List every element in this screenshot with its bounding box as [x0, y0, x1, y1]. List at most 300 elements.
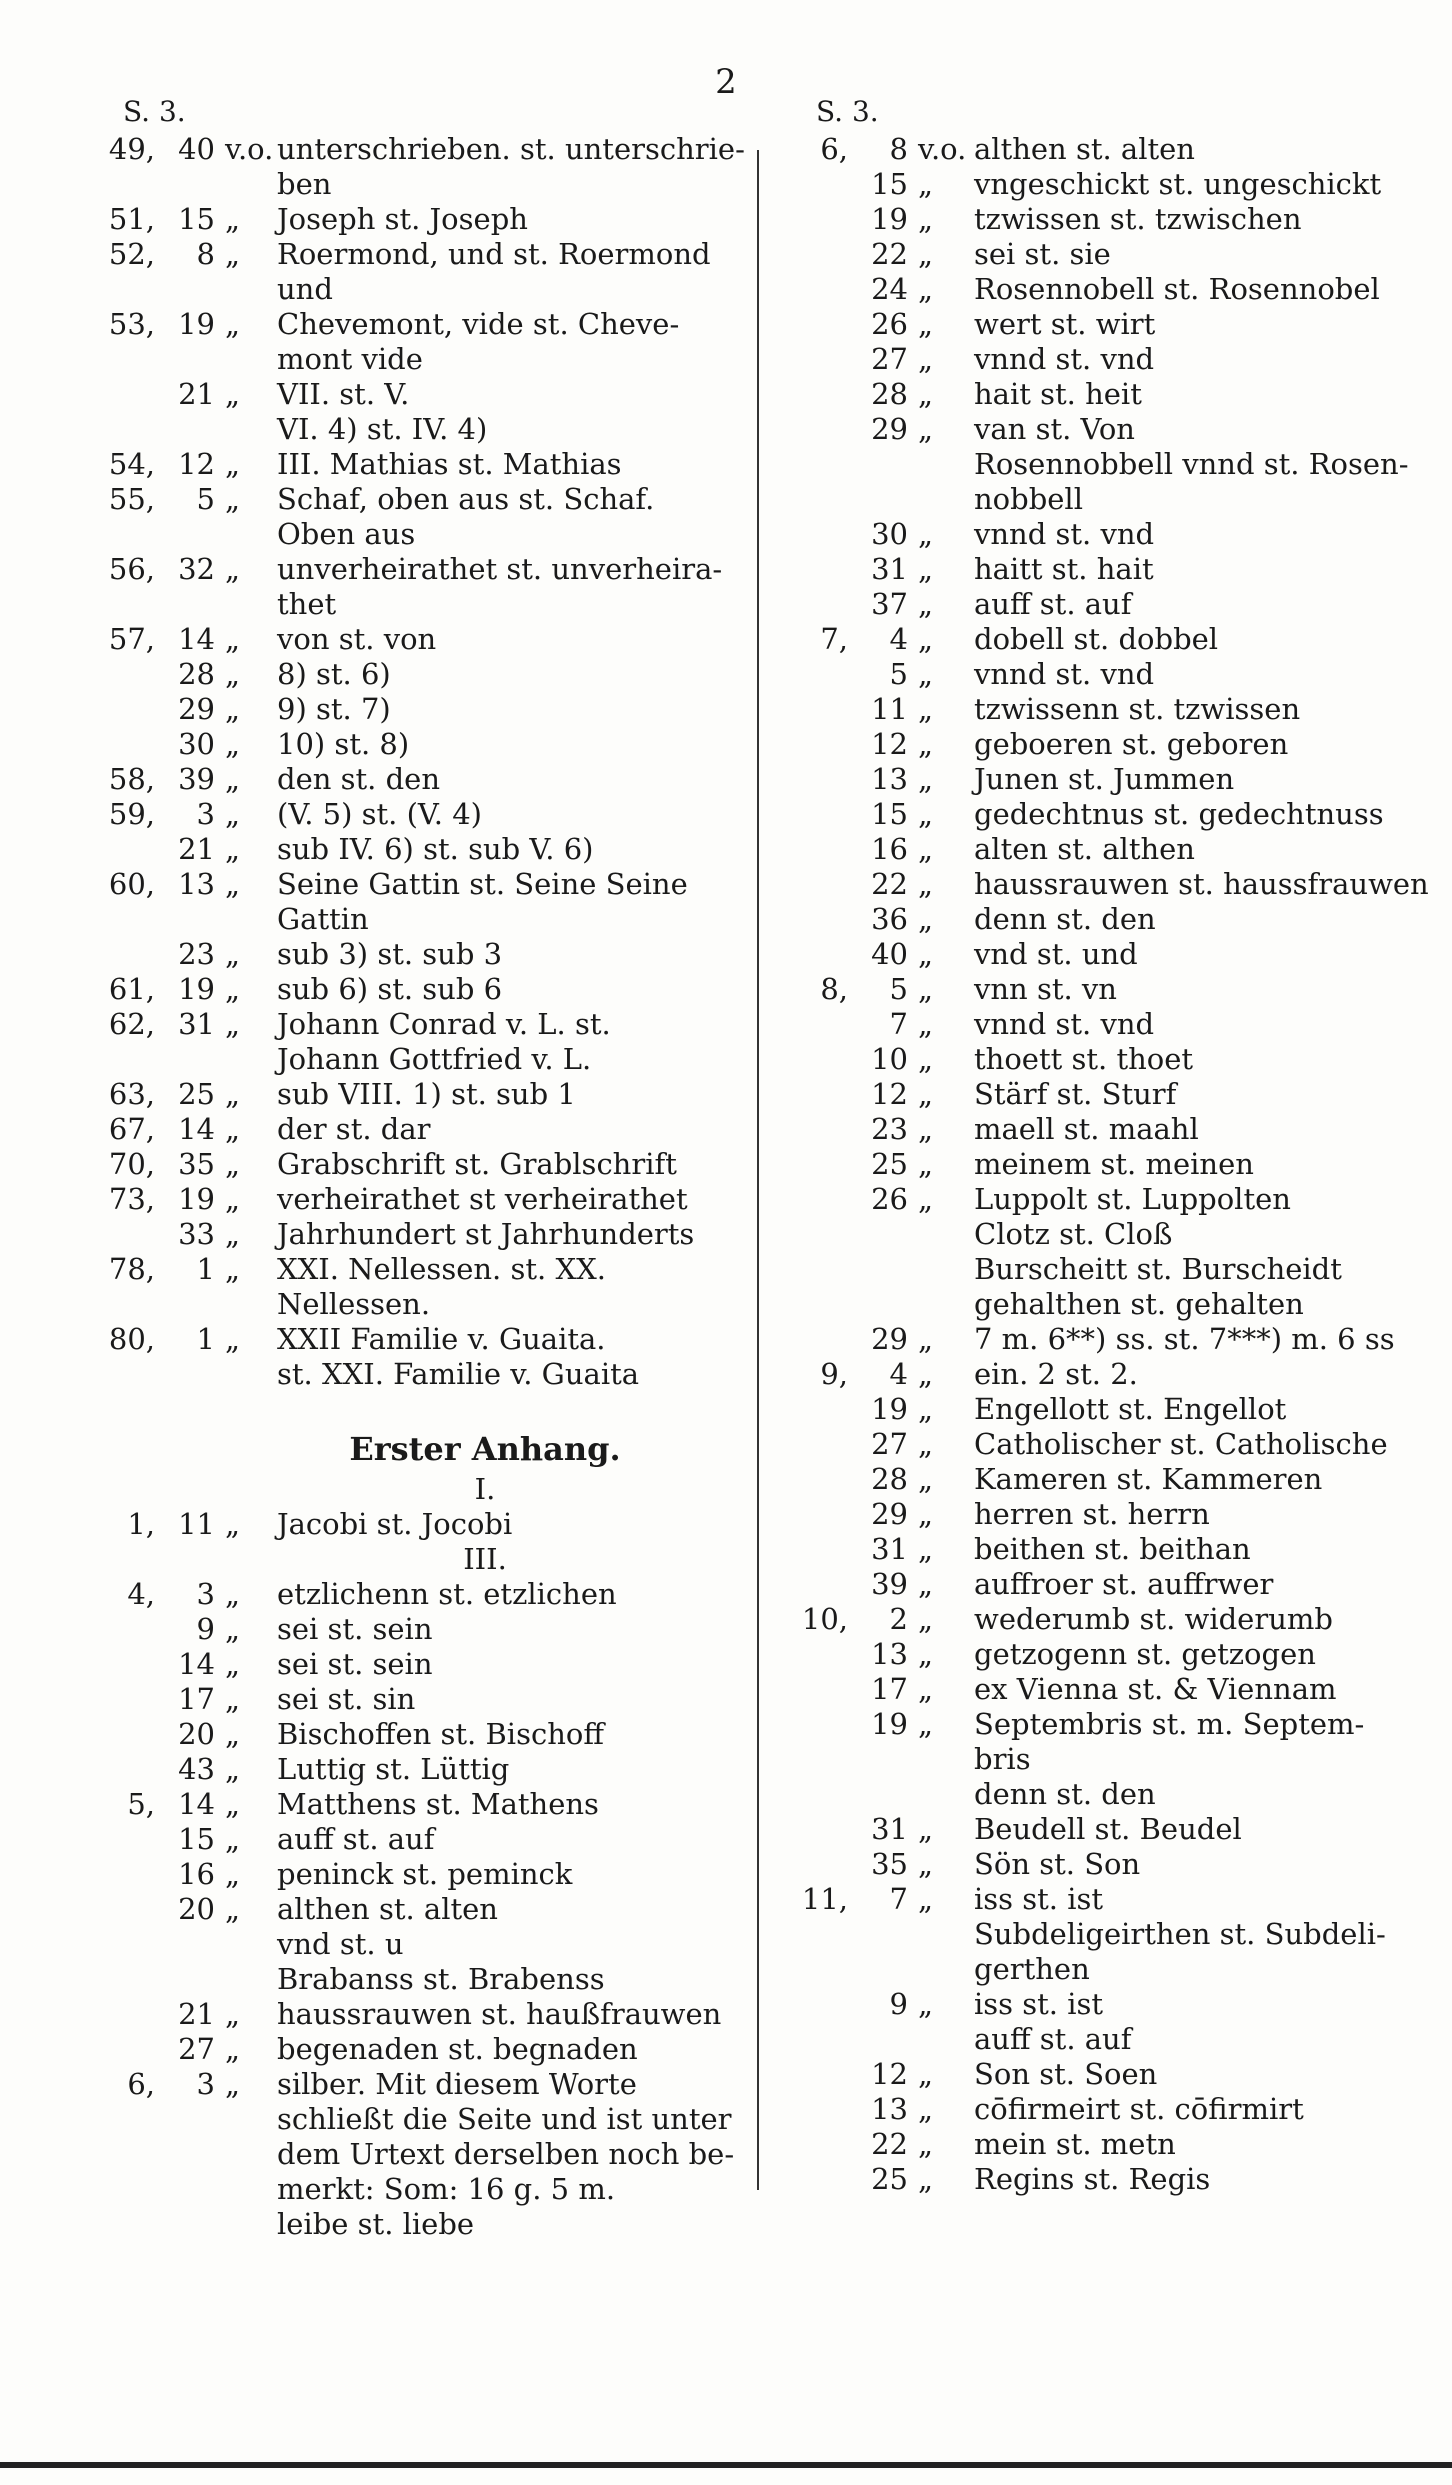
position-marker: „ [225, 1997, 241, 2031]
errata-entry [788, 1252, 1438, 1287]
correction-text: Bischoffen st. Bischoff [277, 1717, 604, 1751]
position-marker [914, 1952, 974, 1987]
errata-entry [95, 972, 755, 1007]
position-marker: „ [918, 1602, 934, 1636]
page-number-ref [95, 412, 159, 447]
correction-text: Burscheitt st. Burscheidt [974, 1252, 1342, 1286]
errata-entry [788, 272, 1438, 307]
correction-text: geboeren st. geboren [974, 727, 1289, 761]
position-marker [221, 1287, 277, 1322]
line-number-ref [852, 1917, 914, 1952]
correction-text: iss st. ist [974, 1882, 1104, 1916]
line-number-ref [159, 412, 221, 447]
page-number-ref [95, 1822, 159, 1857]
page-number-ref [788, 1637, 852, 1672]
page-ref: S. 3. [816, 95, 879, 128]
line-number-ref [159, 1962, 221, 1997]
correction-text: thoett st. thoet [974, 1042, 1194, 1076]
correction-text: Luppolt st. Luppolten [974, 1182, 1291, 1216]
position-marker [221, 517, 277, 552]
errata-entry [788, 902, 1438, 937]
correction-text: gehalthen st. gehalten [974, 1287, 1304, 1321]
errata-entry [95, 797, 755, 832]
errata-entry [95, 1112, 755, 1147]
page-number-ref [95, 2102, 159, 2137]
position-marker: „ [918, 1707, 934, 1741]
position-marker [221, 2102, 277, 2137]
correction-text: sub 6) st. sub 6 [277, 972, 503, 1006]
position-marker: „ [225, 657, 241, 691]
line-number-ref: 12 [871, 727, 908, 761]
line-number-ref: 23 [871, 1112, 908, 1146]
correction-text: auffroer st. auffrwer [974, 1567, 1274, 1601]
position-marker: „ [918, 237, 934, 271]
position-marker: „ [225, 797, 241, 831]
position-marker [914, 1742, 974, 1777]
line-number-ref [159, 1927, 221, 1962]
section-heading: I. [474, 1472, 496, 1506]
position-marker: „ [918, 1637, 934, 1671]
page-number-ref: 59, [108, 797, 155, 831]
page-number-ref [788, 727, 852, 762]
position-marker [221, 2172, 277, 2207]
correction-text: Rosennobbell vnnd st. Rosen- [974, 447, 1409, 481]
errata-entry [95, 1962, 755, 1997]
line-number-ref: 30 [871, 517, 908, 551]
position-marker: „ [918, 937, 934, 971]
correction-text: denn st. den [974, 902, 1156, 936]
position-marker [221, 902, 277, 937]
correction-text: vngeschickt st. ungeschickt [974, 167, 1382, 201]
position-marker [221, 1927, 277, 1962]
page-number-ref [788, 1287, 852, 1322]
errata-entry [95, 1147, 755, 1182]
position-marker: „ [918, 272, 934, 306]
page-number-ref [95, 1287, 159, 1322]
position-marker [221, 342, 277, 377]
line-number-ref: 7 [889, 1882, 908, 1916]
line-number-ref: 27 [871, 342, 908, 376]
line-number-ref [852, 447, 914, 482]
correction-text: haussrauwen st. haußfrauwen [277, 1997, 722, 2031]
correction-text: 10) st. 8) [277, 727, 410, 761]
line-number-ref: 26 [871, 307, 908, 341]
position-marker: „ [918, 167, 934, 201]
page-number-ref [788, 1147, 852, 1182]
line-number-ref: 12 [871, 1077, 908, 1111]
line-number-ref [159, 2102, 221, 2137]
page-number-ref [788, 342, 852, 377]
correction-text: XXI. Nellessen. st. XX. [277, 1252, 606, 1286]
correction-text: Johann Gottfried v. L. [277, 1042, 592, 1076]
page-number-ref [788, 797, 852, 832]
errata-entry [95, 1357, 755, 1392]
correction-text: unverheirathet st. unverheira- [277, 552, 723, 586]
correction-text: Jahrhundert st Jahrhunderts [277, 1217, 695, 1251]
page-number-ref [788, 1077, 852, 1112]
errata-entry [788, 797, 1438, 832]
errata-entry [95, 1717, 755, 1752]
errata-entry [95, 727, 755, 762]
errata-entry [788, 132, 1438, 167]
position-marker: „ [918, 1182, 934, 1216]
errata-list [788, 132, 1438, 2197]
correction-text: van st. Von [974, 412, 1135, 446]
correction-text: Stärf st. Sturf [974, 1077, 1177, 1111]
line-number-ref: 19 [178, 972, 215, 1006]
line-number-ref: 20 [178, 1717, 215, 1751]
line-number-ref [852, 1252, 914, 1287]
position-marker: „ [225, 1007, 241, 1041]
position-marker: „ [225, 307, 241, 341]
page-number-ref [788, 1812, 852, 1847]
line-number-ref: 22 [871, 2127, 908, 2161]
page-number-ref [788, 1392, 852, 1427]
line-number-ref: 16 [178, 1857, 215, 1891]
correction-text: thet [277, 587, 337, 621]
errata-entry [788, 587, 1438, 622]
line-number-ref: 19 [871, 1392, 908, 1426]
page-number-ref [95, 2032, 159, 2067]
page-number-ref: 6, [127, 2067, 155, 2101]
position-marker: „ [918, 1007, 934, 1041]
position-marker: „ [225, 1787, 241, 1821]
page-number-ref: 52, [108, 237, 155, 271]
position-marker: „ [225, 972, 241, 1006]
position-marker [914, 1287, 974, 1322]
correction-text: und [277, 272, 333, 306]
page-number-ref: 11, [801, 1882, 848, 1916]
position-marker: „ [225, 1077, 241, 1111]
page-number-ref [788, 832, 852, 867]
page-number-ref: 7, [820, 622, 848, 656]
correction-text: VI. 4) st. IV. 4) [277, 412, 488, 446]
errata-entry [95, 867, 755, 902]
position-marker: „ [225, 1217, 241, 1251]
page-number-ref [788, 1252, 852, 1287]
correction-text: III. Mathias st. Mathias [277, 447, 622, 481]
line-number-ref: 14 [178, 1647, 215, 1681]
line-number-ref: 31 [871, 1532, 908, 1566]
position-marker: „ [918, 377, 934, 411]
errata-entry [788, 2162, 1438, 2197]
errata-entry [95, 1787, 755, 1822]
line-number-ref: 21 [178, 377, 215, 411]
position-marker: „ [918, 1042, 934, 1076]
correction-text: beithen st. beithan [974, 1532, 1251, 1566]
correction-text: sei st. sein [277, 1612, 433, 1646]
line-number-ref: 19 [871, 1707, 908, 1741]
correction-text: leibe st. liebe [277, 2207, 475, 2241]
position-marker: „ [225, 1612, 241, 1646]
position-marker [914, 447, 974, 482]
position-marker: „ [225, 937, 241, 971]
errata-entry [95, 237, 755, 272]
position-marker [221, 2137, 277, 2172]
page-number-ref: 63, [108, 1077, 155, 1111]
position-marker: „ [918, 1357, 934, 1391]
page-number-ref: 49, [108, 132, 155, 166]
errata-entry [788, 1987, 1438, 2022]
position-marker: „ [918, 2092, 934, 2126]
correction-text: vnd st. und [974, 937, 1138, 971]
page-number-ref: 60, [108, 867, 155, 901]
errata-entry [95, 132, 755, 167]
line-number-ref: 13 [178, 867, 215, 901]
position-marker: „ [225, 762, 241, 796]
errata-entry [95, 762, 755, 797]
correction-text: vnnd st. vnd [974, 517, 1155, 551]
line-number-ref: 29 [178, 692, 215, 726]
position-marker: v.o. [918, 132, 967, 166]
errata-entry [95, 1182, 755, 1217]
correction-text: auff st. auf [974, 587, 1132, 621]
line-number-ref: 11 [871, 692, 908, 726]
page-number-ref [95, 727, 159, 762]
position-marker: „ [918, 1672, 934, 1706]
line-number-ref: 21 [178, 1997, 215, 2031]
line-number-ref: 27 [871, 1427, 908, 1461]
errata-entry [95, 1752, 755, 1787]
line-number-ref [852, 1287, 914, 1322]
page-number-ref [788, 657, 852, 692]
page-number-ref: 9, [820, 1357, 848, 1391]
errata-entry [788, 2092, 1438, 2127]
errata-entry [95, 1682, 755, 1717]
position-marker: „ [918, 727, 934, 761]
correction-text: auff st. auf [974, 2022, 1132, 2056]
line-number-ref: 31 [178, 1007, 215, 1041]
page-number-ref [95, 1042, 159, 1077]
line-number-ref: 25 [178, 1077, 215, 1111]
correction-text: sei st. sin [277, 1682, 416, 1716]
page-number-ref [95, 342, 159, 377]
page-number-ref [788, 1322, 852, 1357]
errata-entry [95, 622, 755, 657]
line-number-ref [852, 1777, 914, 1812]
page-number-ref [788, 1112, 852, 1147]
column-divider [757, 150, 759, 2190]
correction-text: sei st. sie [974, 237, 1111, 271]
page-number-ref [788, 1567, 852, 1602]
line-number-ref [159, 272, 221, 307]
errata-entry [788, 447, 1438, 482]
line-number-ref: 1 [196, 1252, 215, 1286]
errata-entry [788, 2022, 1438, 2057]
correction-text: dobell st. dobbel [974, 622, 1219, 656]
errata-entry [95, 2102, 755, 2137]
page-number-ref [95, 587, 159, 622]
position-marker [914, 482, 974, 517]
position-marker: „ [225, 2067, 241, 2101]
position-marker: „ [225, 1822, 241, 1856]
correction-text: Beudell st. Beudel [974, 1812, 1242, 1846]
line-number-ref: 32 [178, 552, 215, 586]
position-marker: v.o. [225, 132, 274, 166]
correction-text: begenaden st. begnaden [277, 2032, 638, 2066]
line-number-ref: 13 [871, 1637, 908, 1671]
correction-text: sub VIII. 1) st. sub 1 [277, 1077, 576, 1111]
position-marker [914, 1252, 974, 1287]
position-marker: „ [918, 1497, 934, 1531]
correction-text: herren st. herrn [974, 1497, 1210, 1531]
page-number-ref: 80, [108, 1322, 155, 1356]
errata-entry [788, 1007, 1438, 1042]
errata-entry [95, 482, 755, 517]
errata-entry [95, 1997, 755, 2032]
line-number-ref [159, 587, 221, 622]
position-marker: „ [918, 1147, 934, 1181]
errata-entry [788, 412, 1438, 447]
errata-entry [788, 937, 1438, 972]
correction-text: Nellessen. [277, 1287, 431, 1321]
errata-entry [95, 1507, 755, 1542]
position-marker: „ [918, 1427, 934, 1461]
line-number-ref: 5 [889, 972, 908, 1006]
page-number-ref [788, 1042, 852, 1077]
position-marker: „ [918, 972, 934, 1006]
correction-text: Regins st. Regis [974, 2162, 1211, 2196]
errata-entry [788, 1567, 1438, 1602]
page-number-ref [788, 1532, 852, 1567]
position-marker [914, 2022, 974, 2057]
line-number-ref [852, 2022, 914, 2057]
errata-entry [788, 2127, 1438, 2162]
page-number-ref [95, 1997, 159, 2032]
errata-entry [788, 377, 1438, 412]
page-number-ref [95, 1612, 159, 1647]
errata-entry [788, 482, 1438, 517]
page-number-ref [788, 762, 852, 797]
errata-entry [95, 447, 755, 482]
errata-entry [788, 1287, 1438, 1322]
correction-text: Seine Gattin st. Seine Seine [277, 867, 688, 901]
position-marker [914, 1777, 974, 1812]
page-number-ref [788, 517, 852, 552]
position-marker: „ [918, 2162, 934, 2196]
left-column [95, 92, 755, 2242]
correction-text: Oben aus [277, 517, 416, 551]
line-number-ref: 40 [178, 132, 215, 166]
line-number-ref [159, 1357, 221, 1392]
errata-entry [788, 1182, 1438, 1217]
position-marker: „ [225, 622, 241, 656]
errata-entry [95, 1322, 755, 1357]
errata-entry [95, 2172, 755, 2207]
page-number-ref [95, 1217, 159, 1252]
page-number-ref: 56, [108, 552, 155, 586]
position-marker: „ [918, 797, 934, 831]
errata-entry [95, 552, 755, 587]
errata-entry [788, 1707, 1438, 1742]
position-marker: „ [225, 1322, 241, 1356]
line-number-ref: 24 [871, 272, 908, 306]
page-number-ref: 53, [108, 307, 155, 341]
errata-entry [788, 1322, 1438, 1357]
errata-entry [788, 1672, 1438, 1707]
correction-text: Catholischer st. Catholische [974, 1427, 1388, 1461]
errata-entry [95, 2067, 755, 2102]
errata-entry [788, 1602, 1438, 1637]
position-marker: „ [918, 1987, 934, 2021]
correction-text: maell st. maahl [974, 1112, 1199, 1146]
line-number-ref: 36 [871, 902, 908, 936]
line-number-ref [852, 1952, 914, 1987]
page-number-ref [788, 1672, 852, 1707]
line-number-ref: 3 [196, 2067, 215, 2101]
errata-entry [788, 307, 1438, 342]
page-ref: S. 3. [123, 95, 186, 128]
page-number-ref [788, 482, 852, 517]
page-number-ref [95, 272, 159, 307]
line-number-ref: 3 [196, 1577, 215, 1611]
page-number-ref: 5, [127, 1787, 155, 1821]
correction-text: den st. den [277, 762, 440, 796]
errata-entry [788, 972, 1438, 1007]
correction-text: ben [277, 167, 332, 201]
line-number-ref: 12 [871, 2057, 908, 2091]
correction-text: vnnd st. vnd [974, 342, 1155, 376]
page-number-ref [788, 237, 852, 272]
correction-text: von st. von [277, 622, 437, 656]
line-number-ref: 37 [871, 587, 908, 621]
errata-entry [95, 1007, 755, 1042]
line-number-ref: 14 [178, 622, 215, 656]
line-number-ref: 31 [871, 1812, 908, 1846]
page-number-ref [95, 1927, 159, 1962]
page-number-ref: 8, [820, 972, 848, 1006]
position-marker: „ [225, 237, 241, 271]
position-marker: „ [225, 1752, 241, 1786]
page-number-ref [788, 202, 852, 237]
line-number-ref: 25 [871, 1147, 908, 1181]
position-marker: „ [918, 412, 934, 446]
page-number-ref [788, 2092, 852, 2127]
page-number-ref [788, 2057, 852, 2092]
errata-list [95, 1577, 755, 2242]
page-number-ref [788, 1917, 852, 1952]
correction-text: sub 3) st. sub 3 [277, 937, 503, 971]
page-number-ref [95, 2137, 159, 2172]
line-number-ref [852, 1742, 914, 1777]
page-number-ref [788, 167, 852, 202]
position-marker: „ [918, 552, 934, 586]
line-number-ref: 17 [871, 1672, 908, 1706]
errata-entry [788, 692, 1438, 727]
position-marker [221, 272, 277, 307]
errata-entry [788, 342, 1438, 377]
errata-entry [788, 1777, 1438, 1812]
correction-text: Luttig st. Lüttig [277, 1752, 510, 1786]
correction-text: sub IV. 6) st. sub V. 6) [277, 832, 594, 866]
line-number-ref: 28 [178, 657, 215, 691]
correction-text: schließt die Seite und ist unter [277, 2102, 732, 2136]
errata-entry [788, 867, 1438, 902]
position-marker: „ [918, 587, 934, 621]
page-number-ref [95, 902, 159, 937]
position-marker: „ [225, 482, 241, 516]
page-number-ref: 10, [801, 1602, 848, 1636]
correction-text: meinem st. meinen [974, 1147, 1254, 1181]
errata-entry [788, 657, 1438, 692]
position-marker: „ [918, 832, 934, 866]
correction-text: 9) st. 7) [277, 692, 391, 726]
errata-entry [95, 657, 755, 692]
errata-entry [95, 937, 755, 972]
line-number-ref: 21 [178, 832, 215, 866]
position-marker: „ [225, 1647, 241, 1681]
page-number-ref: 54, [108, 447, 155, 481]
